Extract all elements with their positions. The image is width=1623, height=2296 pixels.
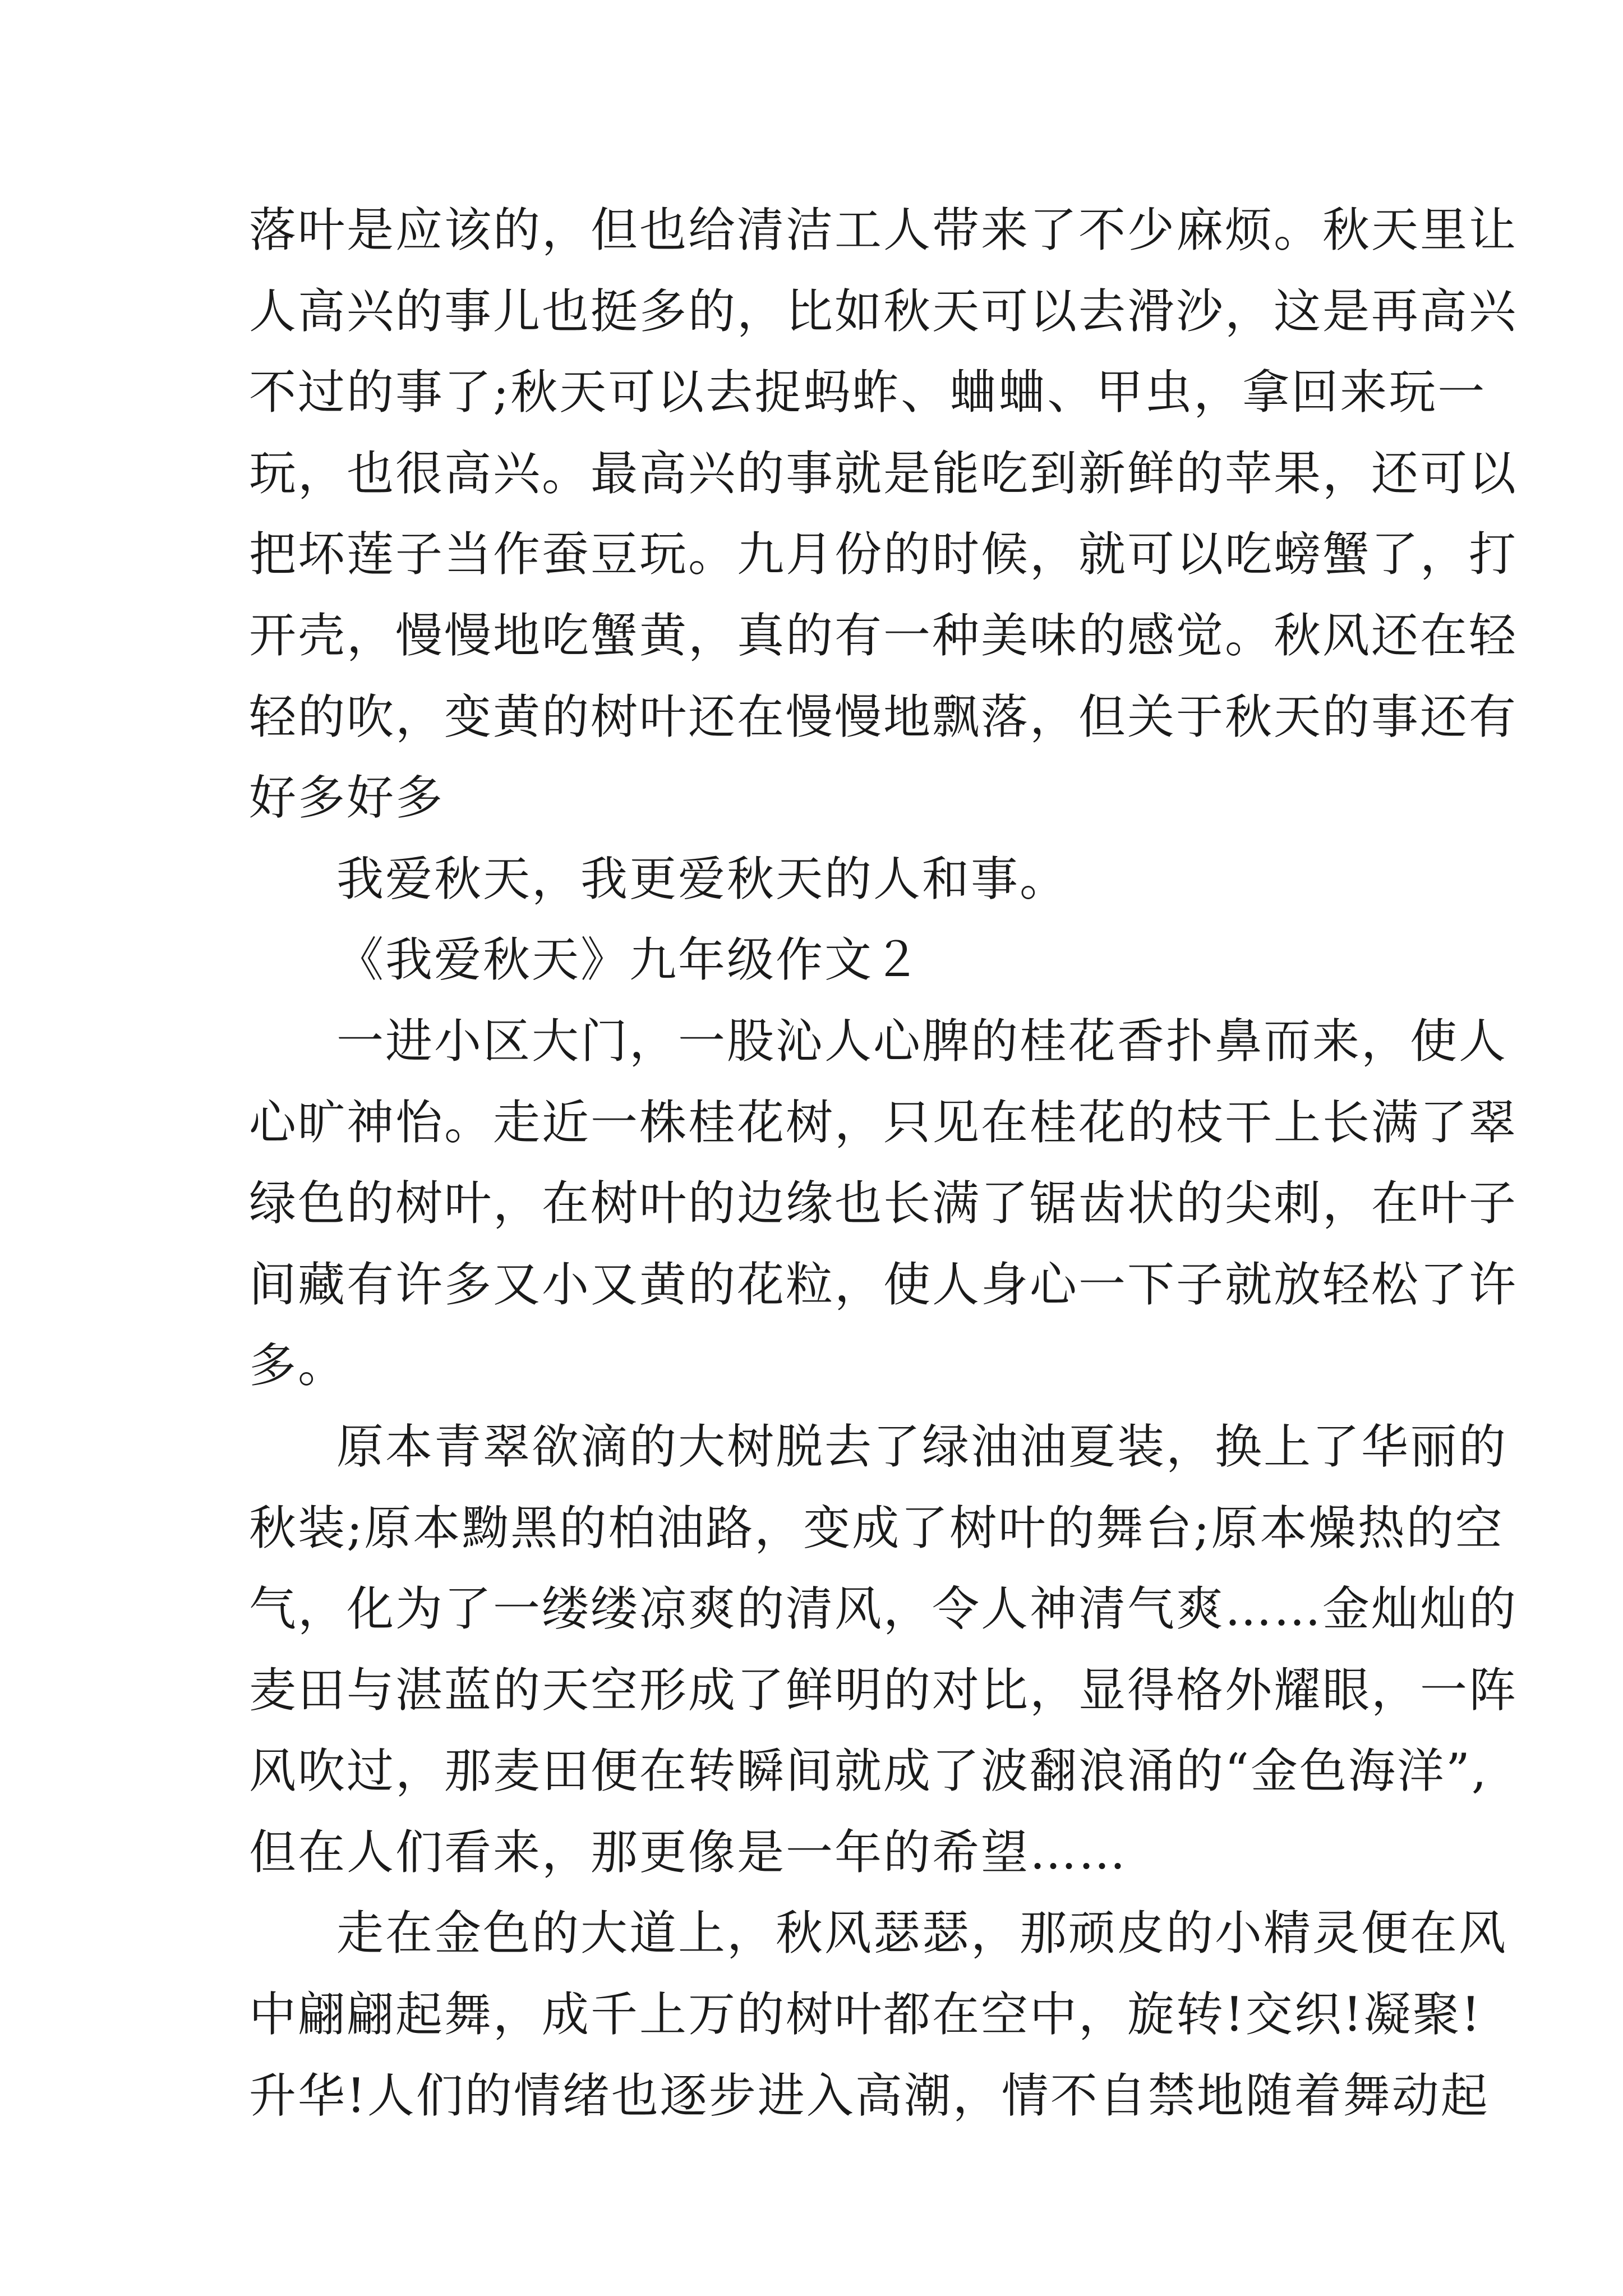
text-line: 麦田与湛蓝的天空形成了鲜明的对比，显得格外耀眼，一阵 bbox=[249, 1662, 1518, 1718]
text-line: 心旷神怡。走近一株桂花树，只见在桂花的枝干上长满了翠 bbox=[249, 1094, 1518, 1150]
text-line: 风吹过，那麦田便在转瞬间就成了波翻浪涌的“金色海洋”, bbox=[249, 1743, 1488, 1799]
text-line: 开壳，慢慢地吃蟹黄，真的有一种美味的感觉。秋风还在轻 bbox=[249, 608, 1518, 663]
text-line: 多。 bbox=[249, 1338, 347, 1393]
text-line: 轻的吹，变黄的树叶还在慢慢地飘落，但关于秋天的事还有 bbox=[249, 689, 1518, 744]
text-line: 落叶是应该的，但也给清洁工人带来了不少麻烦。秋天里让 bbox=[249, 203, 1518, 257]
text-line: 好多好多 bbox=[249, 770, 445, 826]
text-line: 气，化为了一缕缕凉爽的清风，令人神清气爽……金灿灿的 bbox=[249, 1581, 1518, 1637]
text-line: 人高兴的事儿也挺多的，比如秋天可以去滑沙，这是再高兴 bbox=[249, 283, 1518, 339]
text-line: 但在人们看来，那更像是一年的希望…… bbox=[249, 1824, 1128, 1880]
text-line: 中翩翩起舞，成千上万的树叶都在空中，旋转!交织!凝聚! bbox=[249, 1987, 1482, 2042]
text-line: 绿色的树叶，在树叶的边缘也长满了锯齿状的尖刺，在叶子 bbox=[249, 1176, 1518, 1231]
text-line: 我爱秋天，我更爱秋天的人和事。 bbox=[336, 851, 1069, 907]
text-line: 升华!人们的情绪也逐步进入高潮，情不自禁地随着舞动起 bbox=[249, 2068, 1490, 2123]
text-line: 原本青翠欲滴的大树脱去了绿油油夏装，换上了华丽的 bbox=[336, 1419, 1508, 1474]
text-line: 玩，也很高兴。最高兴的事就是能吃到新鲜的苹果，还可以 bbox=[249, 445, 1518, 501]
text-line: 一进小区大门，一股沁人心脾的桂花香扑鼻而来，使人 bbox=[336, 1013, 1508, 1069]
essay-text bbox=[249, 190, 1518, 2136]
text-line: 秋装;原本黝黑的柏油路，变成了树叶的舞台;原本燥热的空 bbox=[249, 1500, 1504, 1556]
text-line: 把坏莲子当作蚕豆玩。九月份的时候，就可以吃螃蟹了，打 bbox=[249, 527, 1518, 582]
text-line: 不过的事了;秋天可以去捉蚂蚱、蛐蛐、甲虫，拿回来玩一 bbox=[249, 365, 1487, 420]
text-line: 间藏有许多又小又黄的花粒，使人身心一下子就放轻松了许 bbox=[249, 1257, 1518, 1312]
essay-heading: 《我爱秋天》九年级作文２ bbox=[336, 932, 923, 988]
text-line: 走在金色的大道上，秋风瑟瑟，那顽皮的小精灵便在风 bbox=[336, 1906, 1508, 1961]
